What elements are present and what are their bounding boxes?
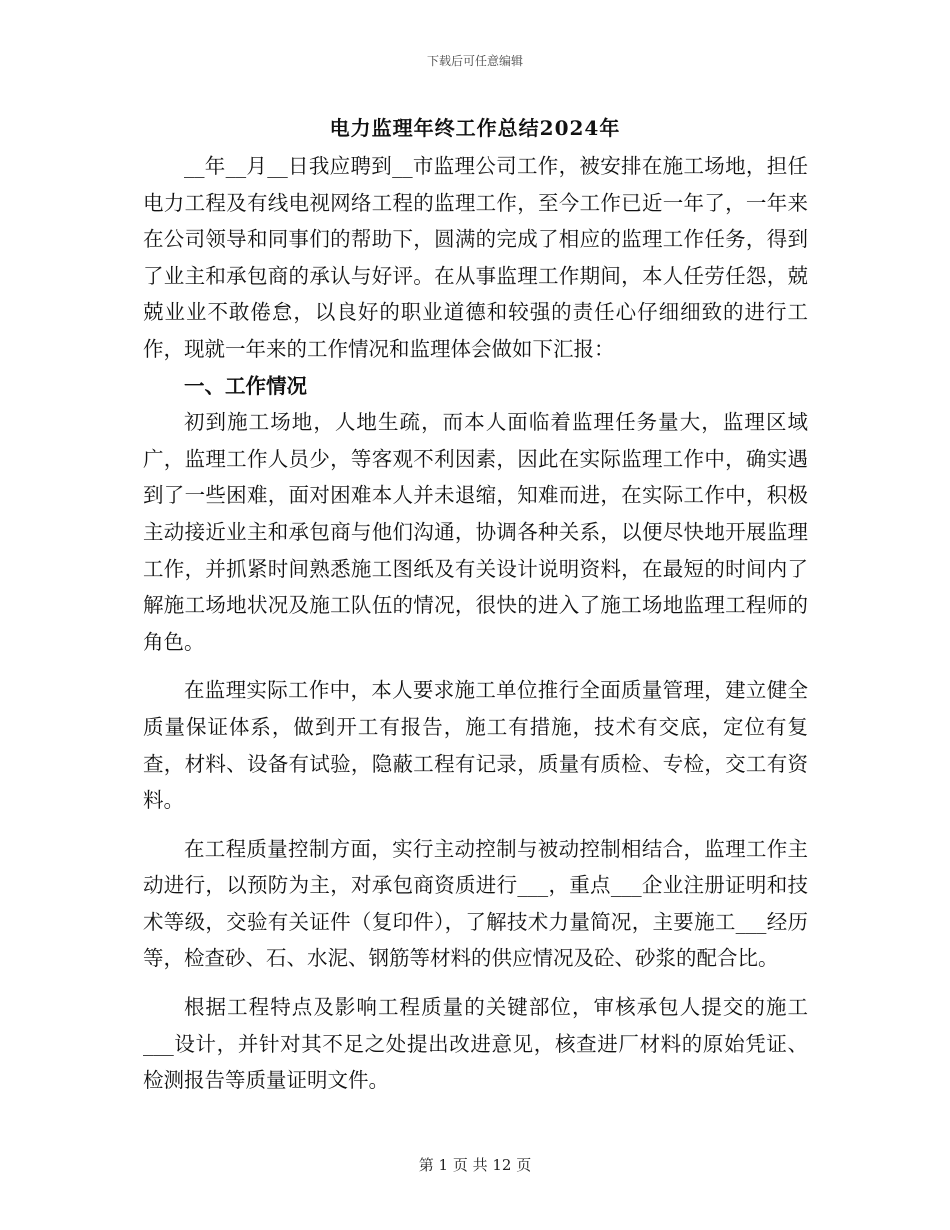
body-paragraph: 在工程质量控制方面，实行主动控制与被动控制相结合，监理工作主动进行，以预防为主，对承包商资质进行___，重点___企业注册证明和技术等级，交验有关证件（复印件），了解技术力量简况，主要施工___经历等，检查砂、石、水泥、钢筋等材料的供应情况及砼、砂浆的配合比。 (143, 836, 808, 971)
body-paragraph: 初到施工场地，人地生疏，而本人面临着监理任务量大，监理区域广，监理工作人员少，等客观不利因素，因此在实际监理工作中，确实遇到了一些困难，面对困难本人并未退缩，知难而进，在实际工作中，积极主动接近业主和承包商与他们沟通，协调各种关系，以便尽快地开展监理工作，并抓紧时间熟悉施工图纸及有关设计说明资料，在最短的时间内了解施工场地状况及施工队伍的情况，很快的进入了施工场地监理工程师的角色。 (143, 410, 808, 654)
body-paragraph: 在监理实际工作中，本人要求施工单位推行全面质量管理，建立健全质量保证体系，做到开工有报告，施工有措施，技术有交底，定位有复查，材料、设备有试验，隐蔽工程有记录，质量有质检、专检，交工有资料。 (143, 678, 808, 813)
page-header: 下载后可任意编辑 (426, 54, 523, 68)
document-title: 电力监理年终工作总结2024年 (329, 116, 621, 140)
body-paragraph: 根据工程特点及影响工程质量的关键部位，审核承包人提交的施工___设计，并针对其不足之处提出改进意见，核查进厂材料的原始凭证、检测报告等质量证明文件。 (143, 995, 808, 1093)
document-body (143, 148, 808, 1099)
section-heading: 一、工作情况 (184, 373, 307, 398)
intro-paragraph: __年__月__日我应聘到__市监理公司工作，被安排在施工场地，担任电力工程及有线电视网络工程的监理工作，至今工作已近一年了，一年来在公司领导和同事们的帮助下，圆满的完成了相应的监理工作任务，得到了业主和承包商的承认与好评。在从事监理工作期间，本人任劳任怨，兢兢业业不敢倦怠，以良好的职业道德和较强的责任心仔细细致的进行工作，现就一年来的工作情况和监理体会做如下汇报： (143, 154, 808, 361)
page-number: 第 1 页 共 12 页 (418, 1156, 532, 1174)
